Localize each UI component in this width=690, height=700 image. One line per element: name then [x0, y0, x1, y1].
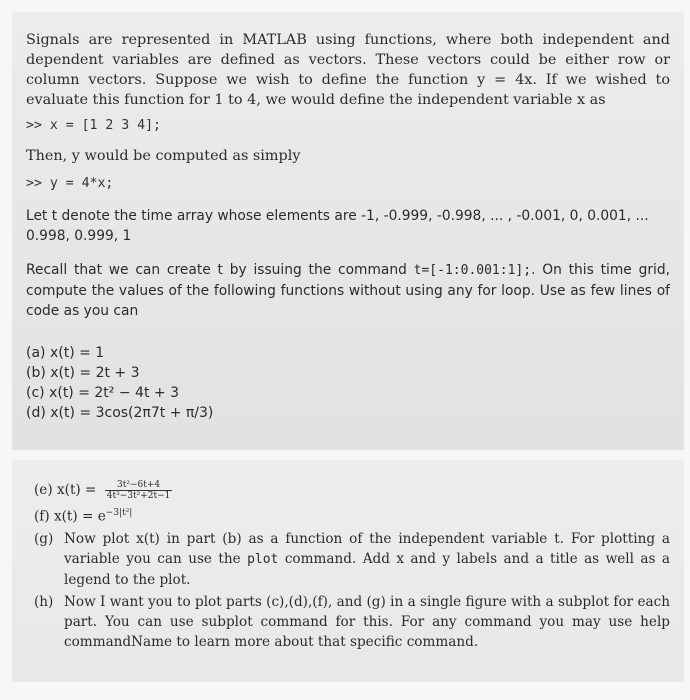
- code-line-x: >> x = [1 2 3 4];: [26, 118, 161, 133]
- item-h-text: Now I want you to plot parts (c),(d),(f), and (g) in a single figure with a subplot for each part. You can use subplot command for this. For any command you may use help commandName to learn more about that specific command.: [64, 593, 670, 650]
- item-g-text-b: command. Add x and y labels and a title as well as a legend to the plot.: [64, 550, 670, 588]
- list-item-g: [34, 529, 670, 590]
- create-t-text-a: Recall that we can create t by issuing the command: [26, 262, 414, 278]
- item-h-label: (h): [34, 593, 54, 610]
- create-t-code: t=[-1:0.001:1];: [413, 263, 532, 278]
- create-t-text-b: . On this time grid, compute the values of the following functions without using any for loop. Use as few lines of code as you can: [26, 262, 670, 319]
- item-f-text: (f) x(t) = e: [34, 508, 106, 525]
- item-g-text: [64, 529, 670, 590]
- list-item-d: (d) x(t) = 3cos(2π7t + π/3): [26, 405, 214, 421]
- list-item-b: (b) x(t) = 2t + 3: [26, 365, 140, 381]
- list-item-c: (c) x(t) = 2t² − 4t + 3: [26, 385, 179, 401]
- paragraph-create-t: [26, 260, 670, 321]
- problem-panel-top: [12, 12, 684, 450]
- item-e-fraction: [105, 480, 173, 501]
- item-g-label: (g): [34, 530, 54, 547]
- list-item-h: [34, 592, 670, 652]
- intro-paragraph: Signals are represented in MATLAB using functions, where both independent and dependent variables are defined as vectors. These vectors could be either row or column vectors. Suppose we wish to define the function y = 4x. If we wished to evaluate this function for 1 to 4, we would define the independent variable x as: [26, 32, 670, 108]
- item-e-label: (e) x(t) =: [34, 482, 97, 498]
- paragraph-time-array: Let t denote the time array whose elements are -1, -0.999, -0.998, ... , -0.001, 0, 0.001, ... 0.998, 0.999, 1: [26, 208, 649, 244]
- item-g-text-a: Now plot x(t) in part (b) as a function of the independent variable t. For plotting a variable you can use the: [64, 530, 670, 567]
- item-f-exponent: −3|t²|: [105, 508, 133, 518]
- item-e-numerator: 3t²−6t+4: [116, 480, 161, 490]
- item-e-denominator: 4t³−3t²+2t−1: [106, 491, 171, 501]
- function-list-a-d: [26, 343, 670, 423]
- problem-panel-bottom: [12, 460, 684, 682]
- list-item-f: [34, 503, 670, 527]
- list-item-a: (a) x(t) = 1: [26, 345, 105, 361]
- paragraph-y-computed: Then, y would be computed as simply: [26, 148, 301, 164]
- list-item-e: [34, 480, 670, 501]
- item-g-code: plot: [247, 551, 279, 567]
- code-line-y: >> y = 4*x;: [26, 176, 114, 191]
